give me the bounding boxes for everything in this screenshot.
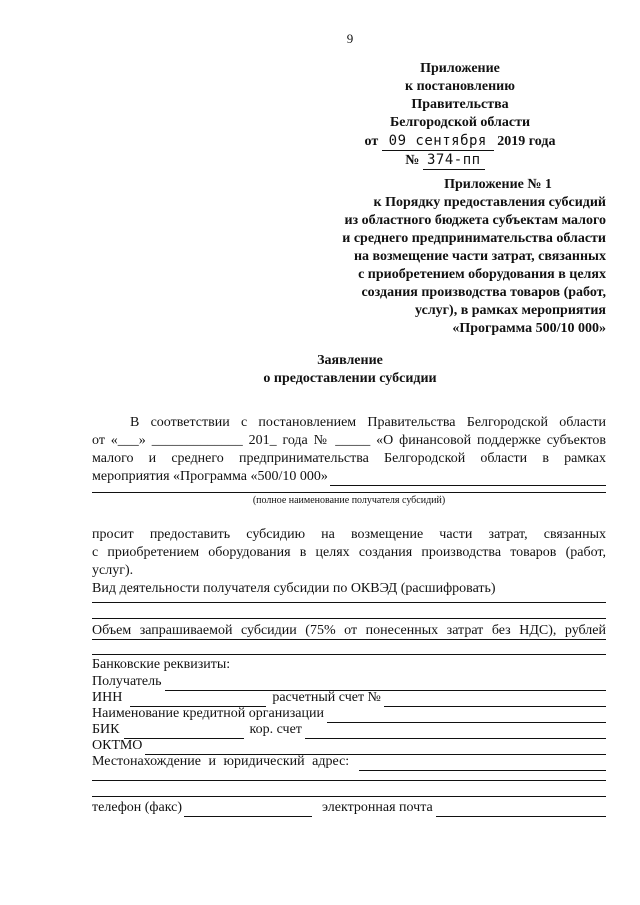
request-line: просит предоставить субсидию на возмещение части затрат, связанных xyxy=(92,527,606,542)
amount-label: Объем запрашиваемой субсидии (75% от понесенных затрат без НДС), рублей xyxy=(92,623,606,638)
amount-field-line1[interactable] xyxy=(92,639,606,640)
inn-label: ИНН xyxy=(92,690,123,705)
decree-ref: к постановлению Правительства xyxy=(405,79,515,112)
contact-row xyxy=(92,799,606,817)
address-label: Местонахождение и юридический адрес: xyxy=(92,754,350,769)
decree-date-suffix: 2019 года xyxy=(497,134,556,149)
recipient-name-line[interactable] xyxy=(92,492,606,493)
bank-name-label: Наименование кредитной организации xyxy=(92,706,324,721)
intro-last-text: мероприятия «Программа «500/10 000» xyxy=(92,469,328,484)
email-label: электронная почта xyxy=(322,800,433,815)
recipient-name-field[interactable] xyxy=(330,472,606,486)
decree-block xyxy=(355,60,565,170)
appendix-line: и среднего предпринимательства области xyxy=(342,231,606,246)
appendix-line: с приобретением оборудования в целях xyxy=(358,267,606,282)
decree-number-value: 374-пп xyxy=(423,151,485,170)
appendix-line: создания производства товаров (работ, xyxy=(361,285,606,300)
recipient-label: Получатель xyxy=(92,674,162,689)
page-number: 9 xyxy=(346,31,354,46)
decree-region: Белгородской области xyxy=(389,115,531,130)
amount-field-line2[interactable] xyxy=(92,654,606,655)
address-field-line3[interactable] xyxy=(92,796,606,797)
appendix-line: на возмещение части затрат, связанных xyxy=(353,249,606,264)
phone-label: телефон (факс) xyxy=(92,800,183,815)
decree-date-value: 09 сентября xyxy=(382,132,494,151)
appendix-line: услуг), в рамках мероприятия xyxy=(415,303,606,318)
appendix-line: Приложение № 1 xyxy=(444,177,552,192)
appendix-block xyxy=(300,176,606,338)
intro-line: от «___» _____________ 201_ года № _____ «О финансовой поддержке субъектов xyxy=(92,433,606,448)
account-label: расчетный счет № xyxy=(272,690,381,705)
address-field-line2[interactable] xyxy=(92,780,606,781)
decree-number xyxy=(325,151,565,170)
intro-line: малого и среднего предпринимательства Белгородской области в рамках xyxy=(92,451,606,466)
intro-paragraph xyxy=(92,414,606,486)
okved-field-line2[interactable] xyxy=(92,618,606,619)
appendix-line: из областного бюджета субъектам малого xyxy=(344,213,606,228)
email-field[interactable] xyxy=(436,803,606,817)
doc-title xyxy=(200,352,500,388)
bank-header xyxy=(92,656,606,674)
decree-title: Приложение xyxy=(420,61,500,76)
intro-line xyxy=(92,468,606,486)
corr-label: кор. счет xyxy=(249,722,302,737)
phone-field[interactable] xyxy=(184,803,312,817)
appendix-line: к Порядку предоставления субсидий xyxy=(373,195,606,210)
okved-field-line1[interactable] xyxy=(92,602,606,603)
recipient-caption: (полное наименование получателя субсидий) xyxy=(252,495,446,506)
decree-date xyxy=(355,132,565,151)
intro-line: В соответствии с постановлением Правительства Белгородской области xyxy=(130,415,606,430)
address-field[interactable] xyxy=(359,757,606,771)
appendix-line: «Программа 500/10 000» xyxy=(452,321,606,336)
decree-date-prefix: от xyxy=(364,134,379,149)
bik-label: БИК xyxy=(92,722,120,737)
address-row xyxy=(92,753,606,771)
request-line: услуг). xyxy=(92,563,134,578)
oktmo-label: ОКТМО xyxy=(92,738,143,753)
request-paragraph xyxy=(92,526,606,598)
decree-number-prefix: № xyxy=(405,153,420,168)
doc-title-subline: о предоставлении субсидии xyxy=(263,371,437,386)
request-line: с приобретением оборудования в целях создания производства товаров (работ, xyxy=(92,545,606,560)
bank-header-text: Банковские реквизиты: xyxy=(92,657,231,672)
doc-title-line: Заявление xyxy=(317,353,383,368)
okved-label: Вид деятельности получателя субсидии по ОКВЭД (расшифровать) xyxy=(92,581,496,596)
